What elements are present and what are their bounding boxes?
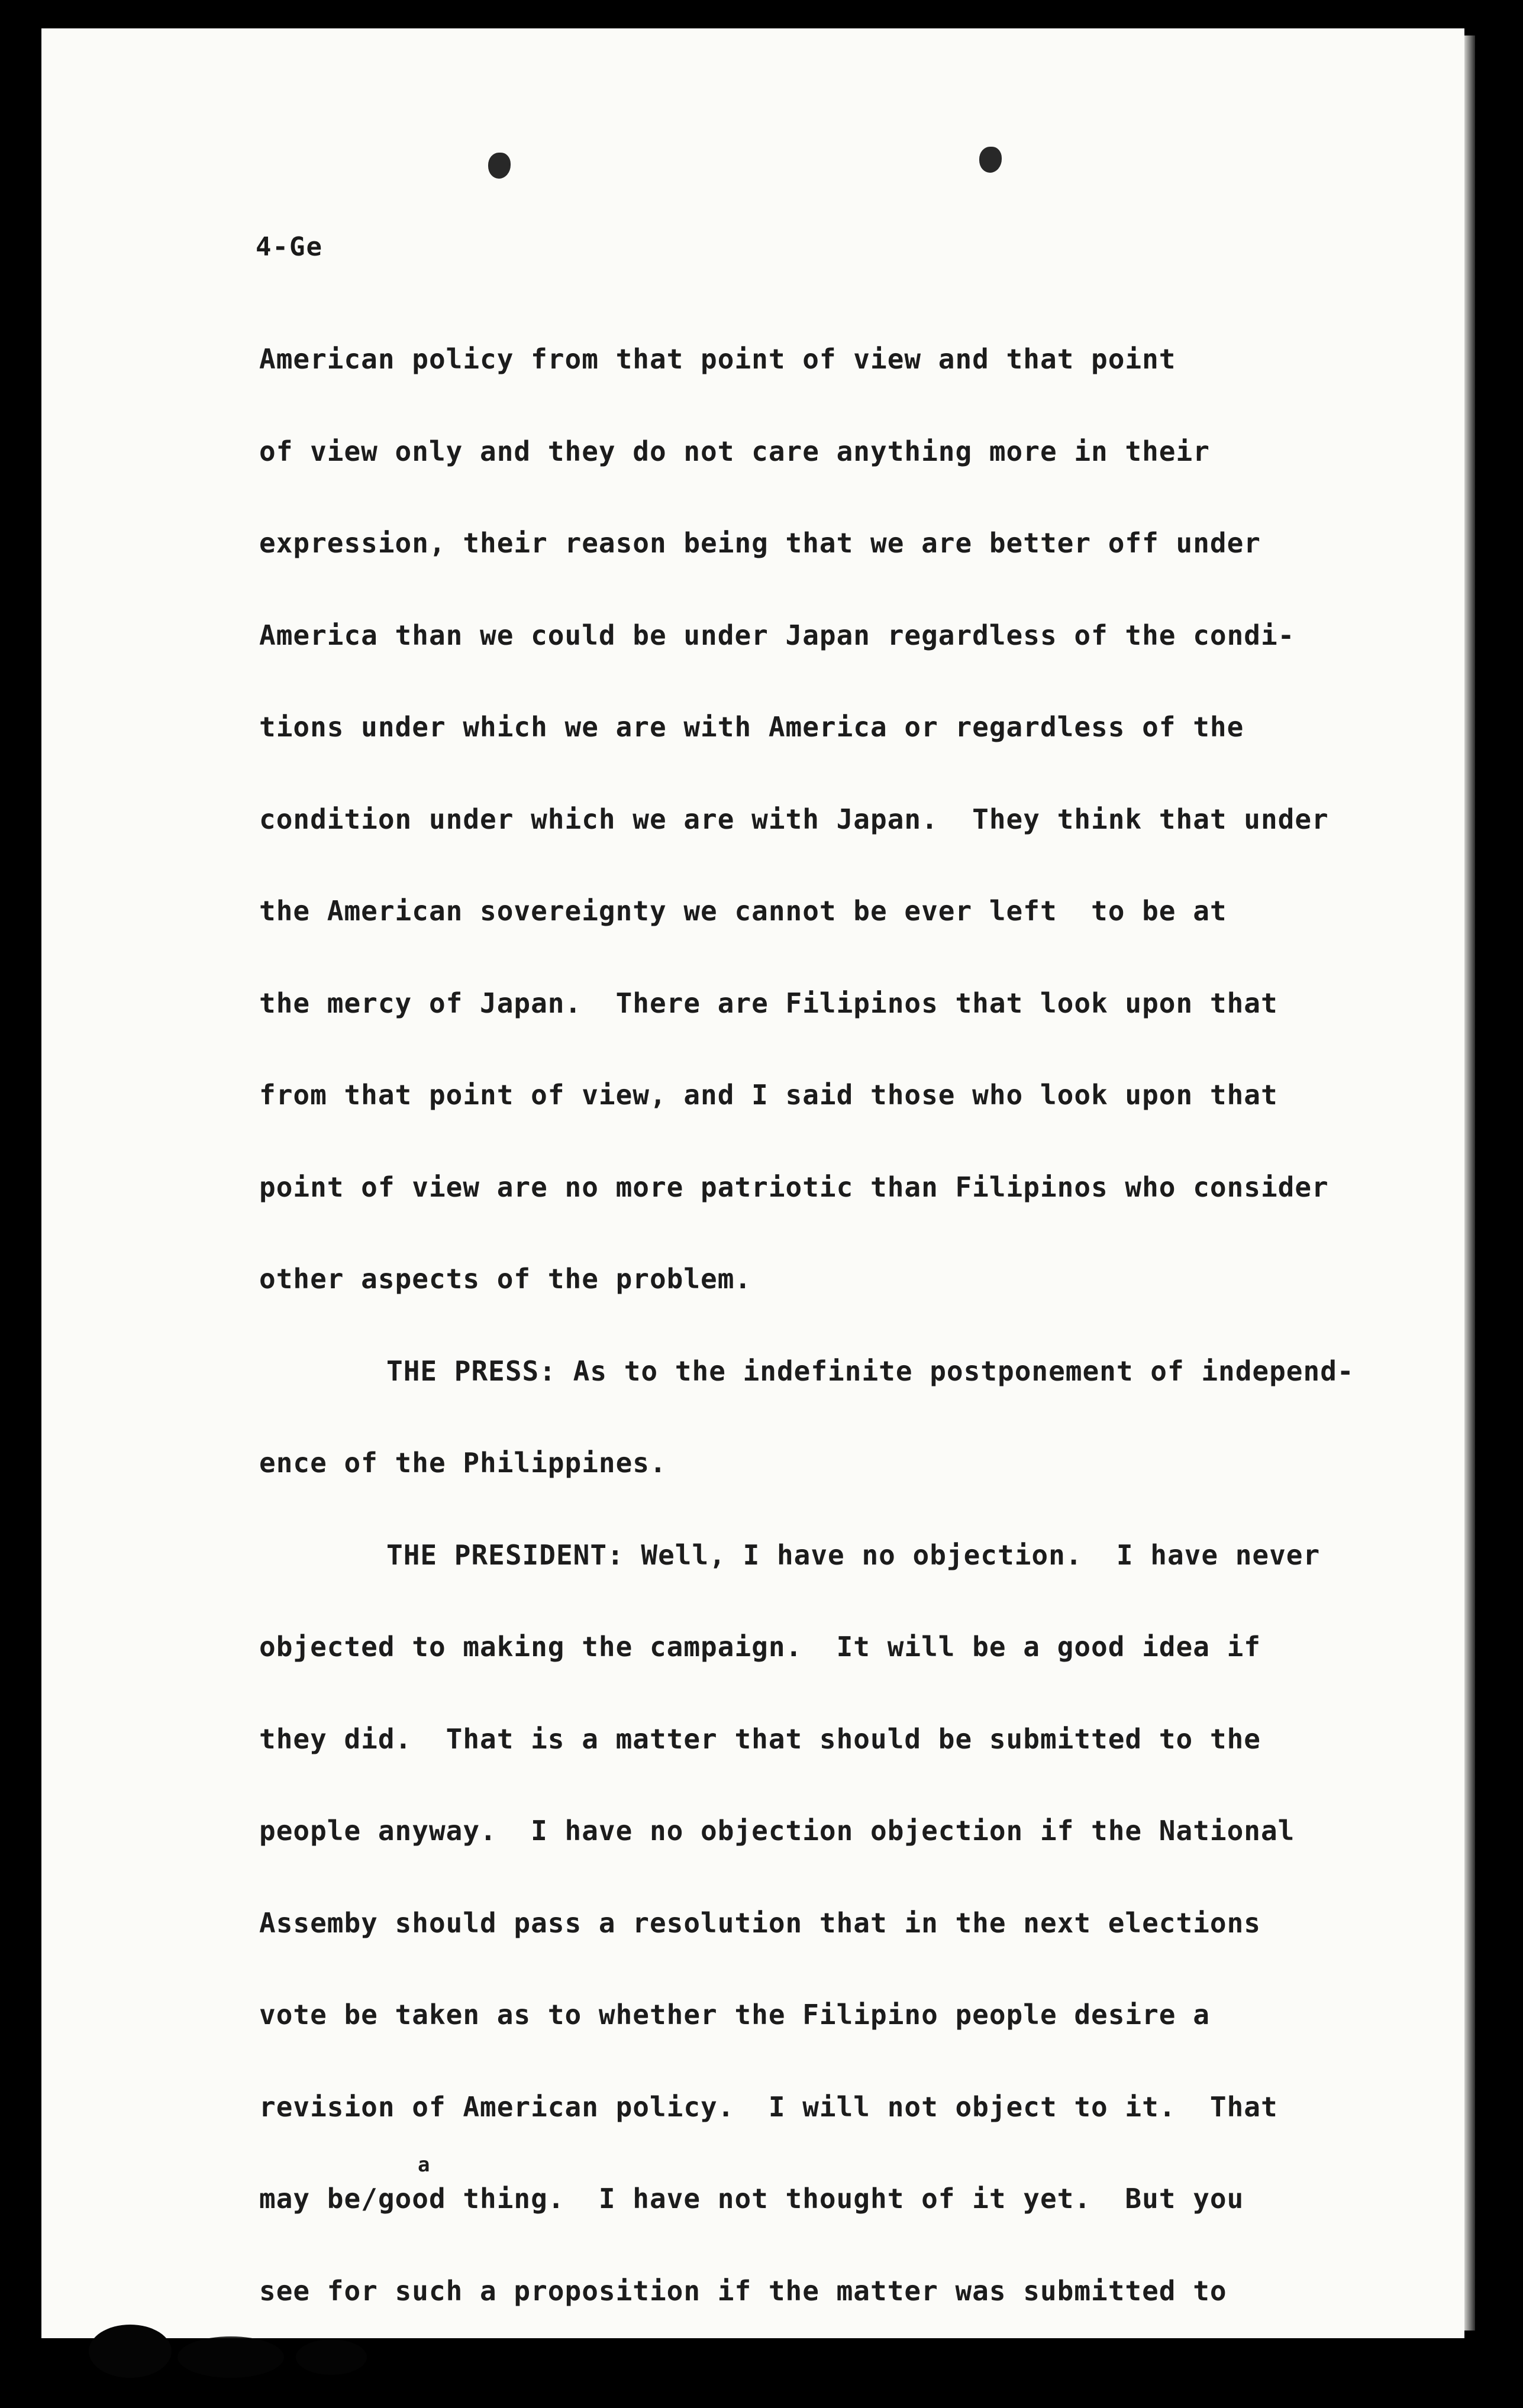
page-reference: 4-Ge <box>256 232 323 262</box>
text-line-speaker: THE PRESS: As to the indefinite postponement of independ- <box>386 1355 1354 1387</box>
text-line: condition under which we are with Japan. They think that under <box>259 803 1329 835</box>
text-line: they did. That is a matter that should be submitted to the <box>259 1722 1261 1755</box>
text-line: ence of the Philippines. <box>259 1447 667 1479</box>
transcript-body <box>259 313 1443 2337</box>
text-line: revision of American policy. I will not object to it. That <box>259 2090 1278 2123</box>
paper-edge <box>1464 35 1475 2331</box>
text-line: objected to making the campaign. It will be a good idea if <box>259 1631 1261 1663</box>
text-line: of view only and they do not care anything more in their <box>259 435 1210 467</box>
text-line-speaker: THE PRESIDENT: Well, I have no objection. I have never <box>386 1538 1321 1571</box>
text-line: from that point of view, and I said those who look upon that <box>259 1079 1278 1111</box>
text-line: may be/good thing. I have not thought of it yet. But you <box>259 2183 1244 2215</box>
text-line: see for such a proposition if the matter was submitted to <box>259 2274 1227 2307</box>
text-line: expression, their reason being that we are better off under <box>259 527 1261 559</box>
text-line: Assemby should pass a resolution that in the next elections <box>259 1906 1261 1939</box>
text-line: the mercy of Japan. There are Filipinos that look upon that <box>259 987 1278 1019</box>
text-line: the American sovereignty we cannot be ever left to be at <box>259 895 1227 927</box>
text-line: point of view are no more patriotic than Filipinos who consider <box>259 1171 1329 1203</box>
interlinear-insert: a <box>418 2153 430 2177</box>
text-line: other aspects of the problem. <box>259 1263 752 1295</box>
text-line: America than we could be under Japan regardless of the condi- <box>259 619 1295 651</box>
scan-smudge <box>89 2325 172 2378</box>
text-line: tions under which we are with America or regardless of the <box>259 711 1244 743</box>
scan-smudge <box>178 2336 284 2378</box>
text-line: vote be taken as to whether the Filipino people desire a <box>259 1999 1210 2031</box>
text-line: people anyway. I have no objection objection if the National <box>259 1815 1295 1847</box>
scan-smudge <box>296 2339 367 2375</box>
text-line: American policy from that point of view and that point <box>259 343 1176 375</box>
